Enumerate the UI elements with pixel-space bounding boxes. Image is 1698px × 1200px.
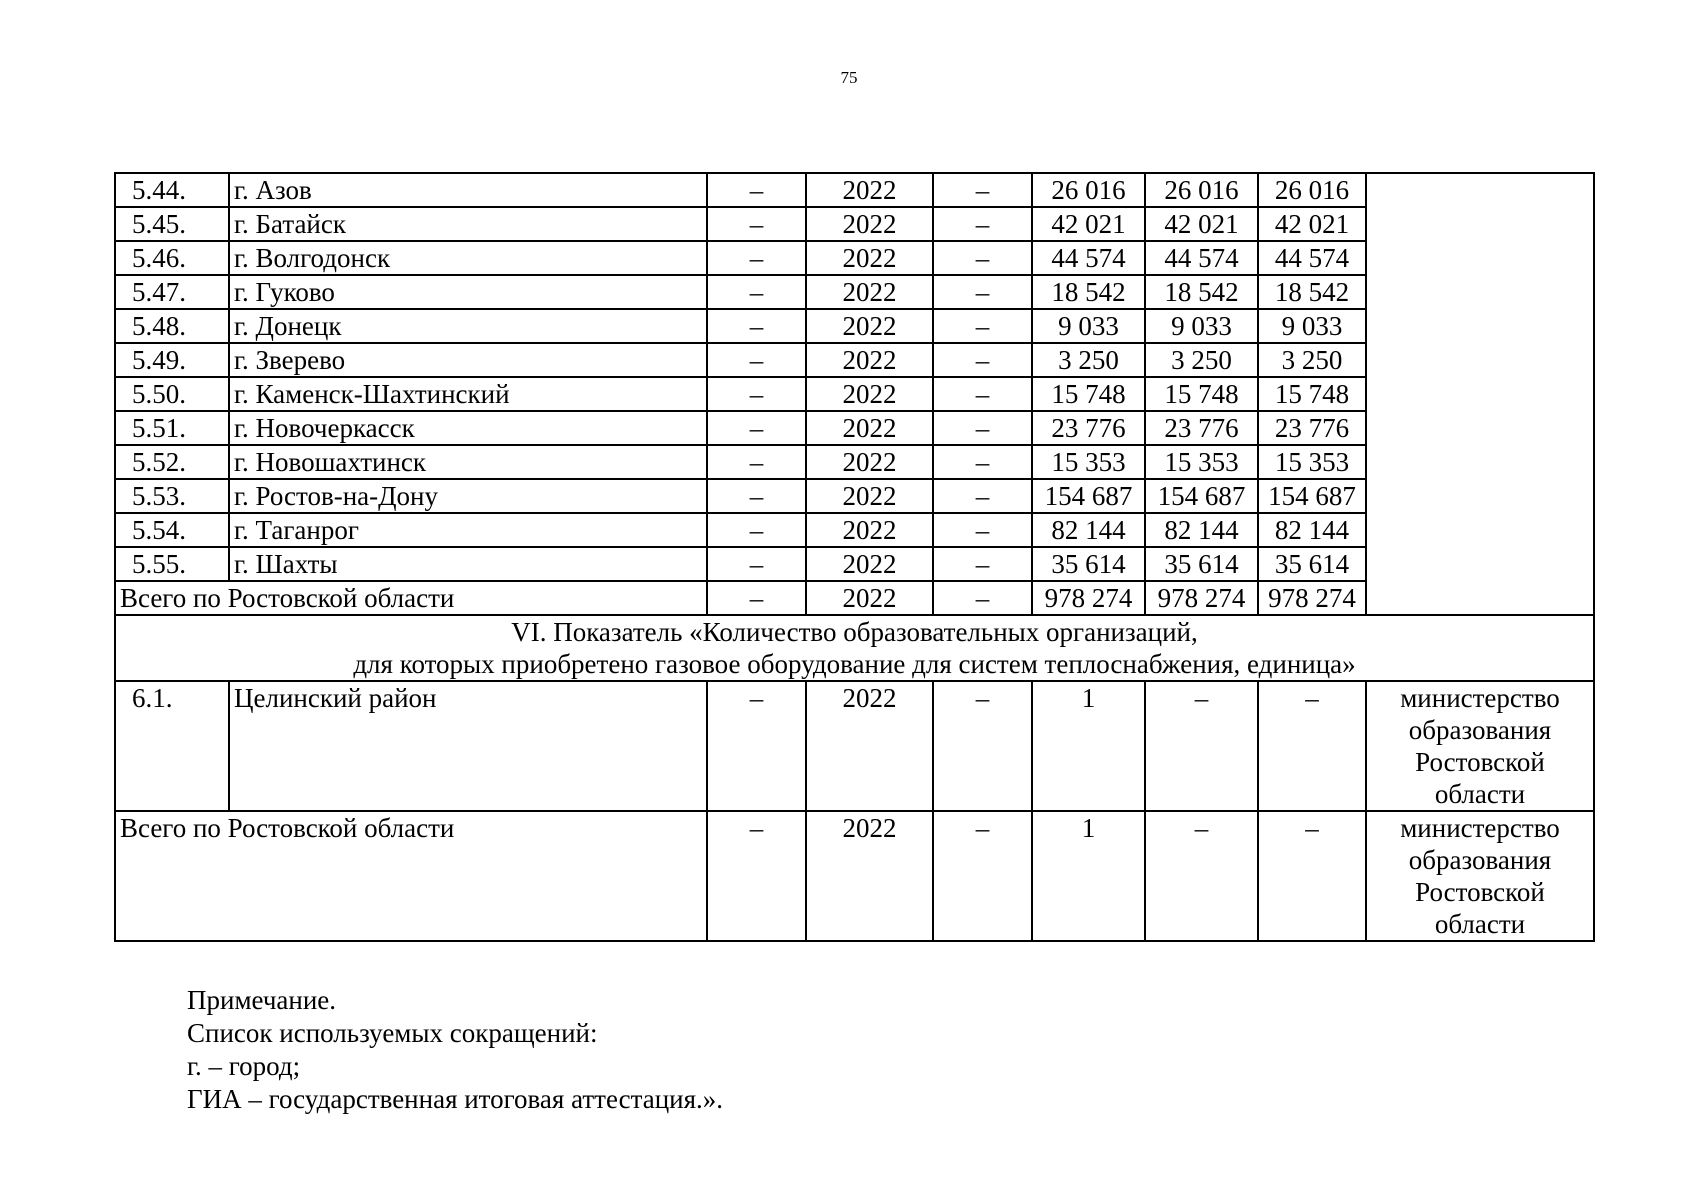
row-year: 2022 [806,513,933,547]
agency-line: области [1434,909,1526,939]
notes-abbrev-gia: ГИА – государственная итоговая аттестация.». [187,1084,724,1114]
row-col-dash-2: – [933,309,1032,343]
row-municipality: г. Ростов-на-Дону [229,479,707,513]
row-col-dash-2: – [933,207,1032,241]
row-col-dash-2: – [933,275,1032,309]
row-value-3: 26 016 [1258,173,1366,207]
agency-line: образования [1408,845,1552,875]
row-value-1: 35 614 [1032,547,1145,581]
total-value-1: 978 274 [1032,581,1145,615]
notes-block [187,984,723,1116]
row-number: 5.49. [115,343,229,377]
row-number: 5.52. [115,445,229,479]
row-municipality: г. Зверево [229,343,707,377]
row-value-1: 1 [1032,681,1145,811]
row-year: 2022 [806,479,933,513]
row-value-2: 35 614 [1145,547,1258,581]
row-municipality: г. Шахты [229,547,707,581]
row-year: 2022 [806,241,933,275]
row-value-2: 23 776 [1145,411,1258,445]
row-col-dash-2: – [933,377,1032,411]
total-value-1: 1 [1032,811,1145,941]
agency-line: области [1434,779,1526,809]
row-municipality: г. Донецк [229,309,707,343]
row-value-2: 15 353 [1145,445,1258,479]
agency-line: Ростовской [1415,747,1545,777]
row-col-dash-1: – [707,681,806,811]
total-col-dash-1: – [707,581,806,615]
row-municipality: Целинский район [229,681,707,811]
row-value-1: 23 776 [1032,411,1145,445]
row-col-dash-2: – [933,343,1032,377]
row-year: 2022 [806,681,933,811]
section-heading-line-2: для которых приобретено газовое оборудование для систем теплоснабжения, единица» [353,649,1356,679]
page-number: 75 [840,68,858,87]
row-value-1: 42 021 [1032,207,1145,241]
row-value-2: – [1145,681,1258,811]
row-col-dash-2: – [933,547,1032,581]
row-year: 2022 [806,547,933,581]
row-municipality: г. Новошахтинск [229,445,707,479]
row-year: 2022 [806,173,933,207]
row-municipality: г. Каменск-Шахтинский [229,377,707,411]
row-year: 2022 [806,343,933,377]
total-col-dash-1: – [707,811,806,941]
total-label: Всего по Ростовской области [115,811,707,941]
total-value-2: – [1145,811,1258,941]
agency-line: министерство [1400,813,1560,843]
row-number: 5.46. [115,241,229,275]
row-value-3: 15 353 [1258,445,1366,479]
row-col-dash-2: – [933,241,1032,275]
row-col-dash-2: – [933,173,1032,207]
row-number: 5.47. [115,275,229,309]
responsible-agency [1366,681,1594,811]
row-value-1: 3 250 [1032,343,1145,377]
row-value-3: 154 687 [1258,479,1366,513]
section-heading-row [115,615,1594,681]
total-row-section-6 [115,811,1594,941]
total-value-3: – [1258,811,1366,941]
section-heading-line-1: VI. Показатель «Количество образовательных организаций, [511,617,1198,647]
row-col-dash-2: – [933,445,1032,479]
row-value-2: 26 016 [1145,173,1258,207]
row-value-2: 18 542 [1145,275,1258,309]
row-municipality: г. Волгодонск [229,241,707,275]
row-value-1: 15 353 [1032,445,1145,479]
row-year: 2022 [806,207,933,241]
row-value-1: 44 574 [1032,241,1145,275]
total-year: 2022 [806,811,933,941]
row-municipality: г. Гуково [229,275,707,309]
row-value-3: – [1258,681,1366,811]
row-col-dash-1: – [707,479,806,513]
row-col-dash-1: – [707,173,806,207]
notes-abbrev-city: г. – город; [187,1051,301,1081]
table-body [115,173,1594,941]
row-col-dash-1: – [707,275,806,309]
agency-line: образования [1408,715,1552,745]
row-col-dash-1: – [707,207,806,241]
row-value-1: 26 016 [1032,173,1145,207]
row-col-dash-2: – [933,513,1032,547]
section-heading [115,615,1594,681]
total-value-2: 978 274 [1145,581,1258,615]
row-value-3: 42 021 [1258,207,1366,241]
row-col-dash-2: – [933,681,1032,811]
row-number: 5.51. [115,411,229,445]
row-value-1: 18 542 [1032,275,1145,309]
row-col-dash-1: – [707,309,806,343]
row-value-3: 9 033 [1258,309,1366,343]
row-value-2: 15 748 [1145,377,1258,411]
row-value-3: 18 542 [1258,275,1366,309]
total-value-3: 978 274 [1258,581,1366,615]
row-municipality: г. Азов [229,173,707,207]
row-value-2: 154 687 [1145,479,1258,513]
row-year: 2022 [806,445,933,479]
row-value-3: 15 748 [1258,377,1366,411]
row-value-3: 82 144 [1258,513,1366,547]
total-label: Всего по Ростовской области [115,581,707,615]
row-number: 5.48. [115,309,229,343]
row-number: 5.55. [115,547,229,581]
row-year: 2022 [806,411,933,445]
total-col-dash-2: – [933,581,1032,615]
row-value-1: 82 144 [1032,513,1145,547]
row-value-1: 15 748 [1032,377,1145,411]
row-value-3: 44 574 [1258,241,1366,275]
row-number: 5.54. [115,513,229,547]
row-value-2: 3 250 [1145,343,1258,377]
notes-title: Примечание. [187,985,337,1015]
row-year: 2022 [806,275,933,309]
row-value-1: 9 033 [1032,309,1145,343]
row-number: 5.50. [115,377,229,411]
table-row [115,681,1594,811]
row-col-dash-1: – [707,343,806,377]
row-col-dash-1: – [707,547,806,581]
row-col-dash-1: – [707,241,806,275]
row-year: 2022 [806,377,933,411]
agency-line: Ростовской [1415,877,1545,907]
row-col-dash-1: – [707,513,806,547]
row-municipality: г. Таганрог [229,513,707,547]
row-value-2: 42 021 [1145,207,1258,241]
agency-line: министерство [1400,683,1560,713]
row-year: 2022 [806,309,933,343]
row-municipality: г. Батайск [229,207,707,241]
row-col-dash-2: – [933,411,1032,445]
responsible-agency [1366,811,1594,941]
row-value-2: 82 144 [1145,513,1258,547]
row-value-2: 44 574 [1145,241,1258,275]
row-number: 5.44. [115,173,229,207]
row-value-3: 23 776 [1258,411,1366,445]
row-number: 6.1. [115,681,229,811]
row-col-dash-1: – [707,377,806,411]
indicator-table [114,172,1595,942]
total-year: 2022 [806,581,933,615]
row-agency-empty [1366,173,1594,615]
table-row [115,173,1594,207]
row-value-1: 154 687 [1032,479,1145,513]
row-col-dash-1: – [707,445,806,479]
row-number: 5.53. [115,479,229,513]
row-value-3: 3 250 [1258,343,1366,377]
row-value-2: 9 033 [1145,309,1258,343]
row-col-dash-2: – [933,479,1032,513]
row-municipality: г. Новочеркасск [229,411,707,445]
total-col-dash-2: – [933,811,1032,941]
notes-subtitle: Список используемых сокращений: [187,1018,598,1048]
row-number: 5.45. [115,207,229,241]
row-col-dash-1: – [707,411,806,445]
row-value-3: 35 614 [1258,547,1366,581]
